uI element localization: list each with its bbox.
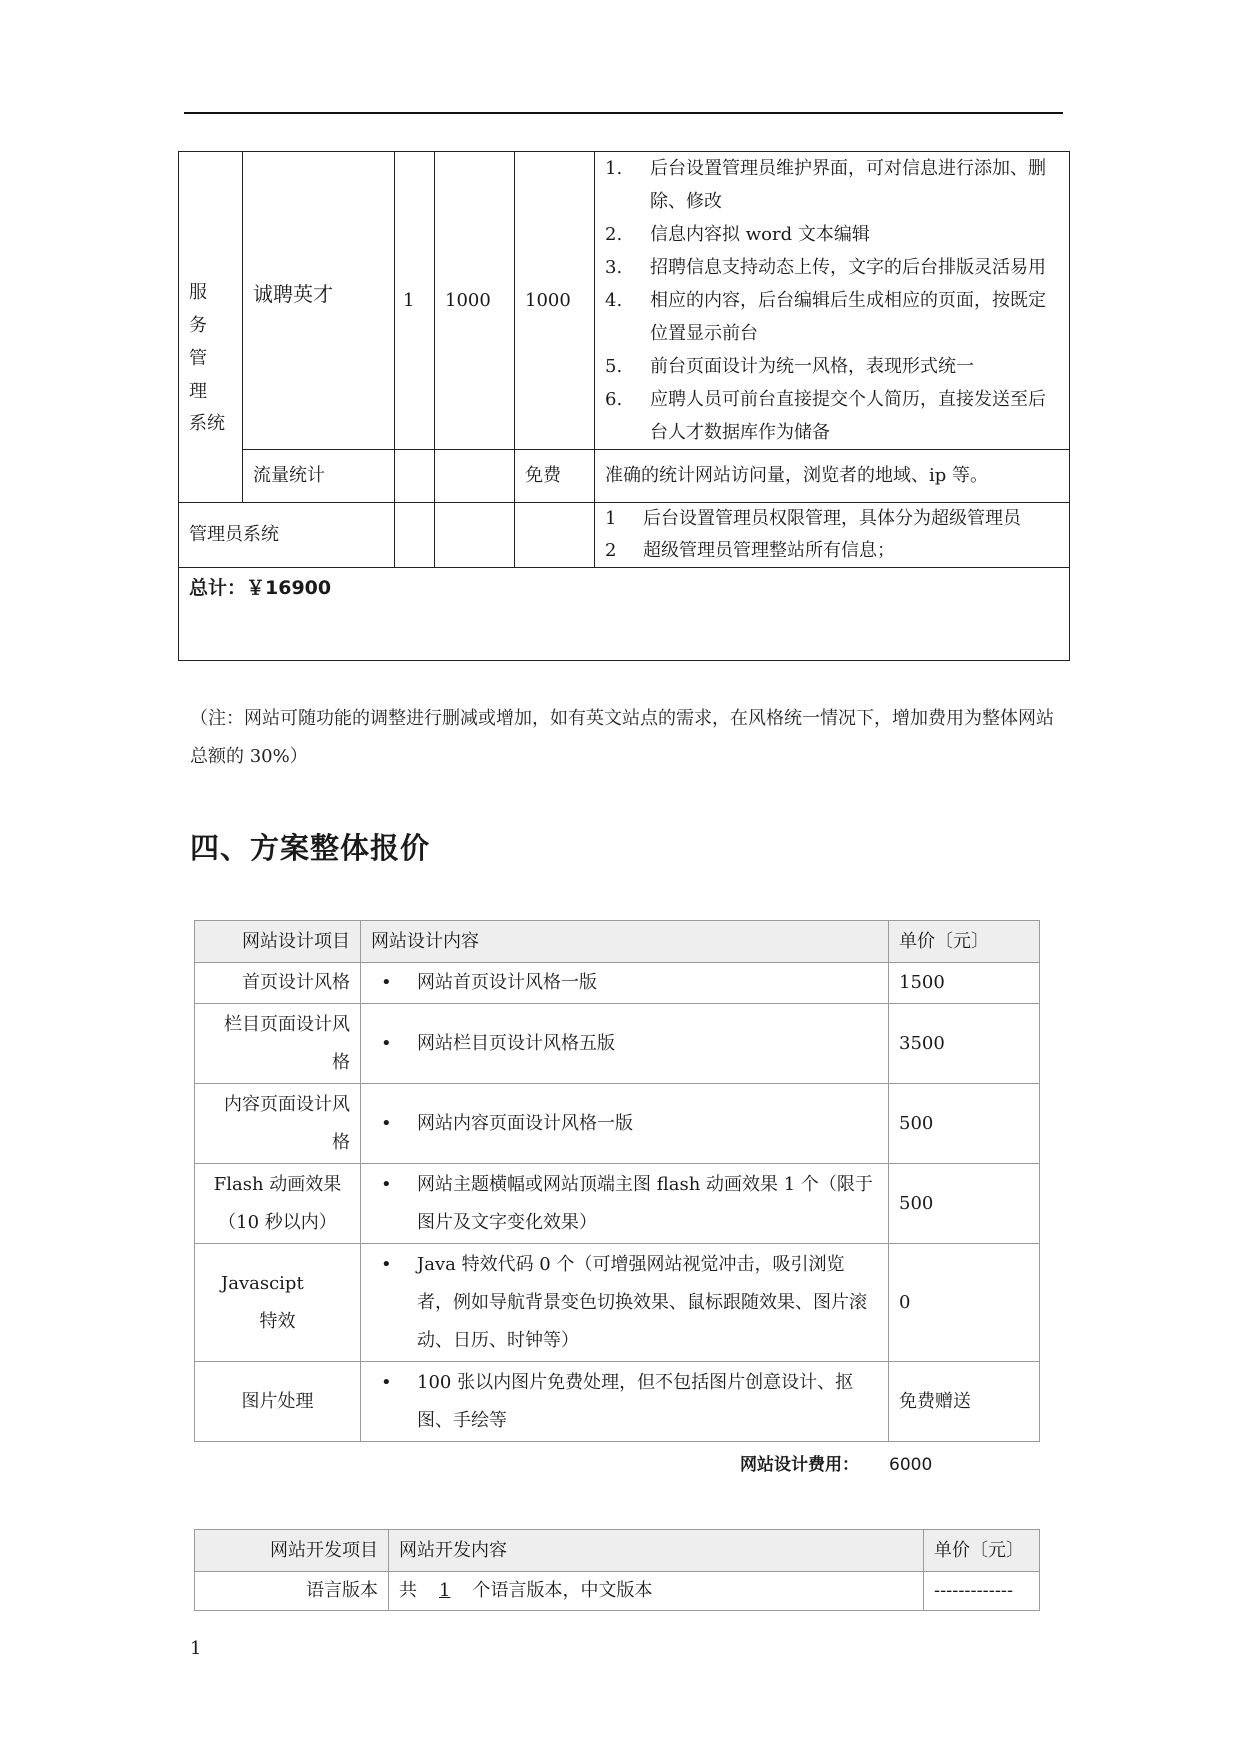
group-label-line: 管 理 bbox=[189, 348, 213, 402]
design-item: 栏目页面设计风 格 bbox=[195, 1004, 361, 1084]
design-price-table bbox=[194, 920, 1040, 1442]
dev-price-table bbox=[194, 1529, 1040, 1611]
item-subtotal: 1000 bbox=[515, 152, 595, 450]
list-item: 6. 应聘人员可前台直接提交个人简历，直接发送至后台人才数据库作为储备 bbox=[605, 389, 1046, 443]
design-price: 500 bbox=[889, 1164, 1040, 1244]
table-row: Flash 动画效果 （10 秒以内） • 网站主题横幅或网站顶端主图 flash 动画效果 1 个（限于图片及文字变化效果） 500 bbox=[195, 1164, 1040, 1244]
table-row: Javascipt 特效 • Java 特效代码 0 个（可增强网站视觉冲击，吸引浏览者，例如导航背景变色切换效果、鼠标跟随效果、图片滚动、日历、时钟等） 0 bbox=[195, 1244, 1040, 1362]
design-fee-summary bbox=[740, 1450, 932, 1475]
design-price: 500 bbox=[889, 1084, 1040, 1164]
design-price: 1500 bbox=[889, 963, 1040, 1004]
header-rule bbox=[184, 112, 1063, 114]
item-price: 1000 bbox=[435, 152, 515, 450]
design-price: 免费赠送 bbox=[889, 1362, 1040, 1442]
design-content: 100 张以内图片免费处理，但不包括图片创意设计、抠图、手绘等 bbox=[417, 1371, 854, 1431]
table-row: 栏目页面设计风 格 • 网站栏目页设计风格五版 3500 bbox=[195, 1004, 1040, 1084]
table-row bbox=[179, 503, 1070, 568]
table-row bbox=[179, 568, 1070, 661]
list-item: 2 超级管理员管理整站所有信息； bbox=[605, 540, 895, 561]
item-desc bbox=[595, 503, 1070, 568]
list-item: 1. 后台设置管理员维护界面，可对信息进行添加、删除、修改 bbox=[605, 158, 1046, 212]
table-header bbox=[195, 921, 1040, 963]
service-system-table bbox=[178, 151, 1070, 661]
design-item: 图片处理 bbox=[195, 1362, 361, 1442]
design-item: 首页设计风格 bbox=[195, 963, 361, 1004]
table-row bbox=[195, 1572, 1040, 1611]
table-header bbox=[195, 1530, 1040, 1572]
column-header: 网站设计项目 bbox=[195, 921, 361, 963]
grand-total: 总计：￥16900 bbox=[189, 577, 332, 599]
list-item: 5. 前台页面设计为统一风格，表现形式统一 bbox=[605, 356, 974, 377]
column-header: 单价〔元〕 bbox=[889, 921, 1040, 963]
item-desc: 准确的统计网站访问量，浏览者的地域、ip 等。 bbox=[595, 450, 1070, 503]
group-label-line: 系统 bbox=[189, 413, 225, 434]
design-item: 内容页面设计风 格 bbox=[195, 1084, 361, 1164]
item-desc bbox=[595, 152, 1070, 450]
design-content: 网站内容页面设计风格一版 bbox=[417, 1112, 633, 1134]
item-name: 流量统计 bbox=[243, 450, 395, 503]
design-item: Javascipt 特效 bbox=[195, 1244, 361, 1362]
feature-list bbox=[605, 152, 1059, 449]
design-content: 网站主题横幅或网站顶端主图 flash 动画效果 1 个（限于图片及文字变化效果） bbox=[417, 1173, 873, 1233]
design-content: 网站首页设计风格一版 bbox=[417, 972, 597, 993]
item-name: 诚聘英才 bbox=[243, 152, 395, 450]
table-row: 首页设计风格 • 网站首页设计风格一版 1500 bbox=[195, 963, 1040, 1004]
table-row bbox=[179, 450, 1070, 503]
section-title: 四、方案整体报价 bbox=[190, 831, 431, 865]
column-header: 单价〔元〕 bbox=[924, 1530, 1040, 1572]
design-price: 0 bbox=[889, 1244, 1040, 1362]
item-subtotal: 免费 bbox=[515, 450, 595, 503]
note-paragraph: （注：网站可随功能的调整进行删减或增加，如有英文站点的需求，在风格统一情况下，增加费用为整体网站总额的 30%） bbox=[190, 708, 1054, 767]
dev-item: 语言版本 bbox=[195, 1572, 389, 1611]
feature-list bbox=[605, 503, 1059, 567]
dev-price: ------------- bbox=[924, 1572, 1040, 1611]
item-name: 管理员系统 bbox=[179, 503, 395, 568]
column-header: 网站开发项目 bbox=[195, 1530, 389, 1572]
design-content: Java 特效代码 0 个（可增强网站视觉冲击，吸引浏览者，例如导航背景变色切换效果、鼠标跟随效果、图片滚动、日历、时钟等） bbox=[417, 1253, 867, 1351]
design-item: Flash 动画效果 （10 秒以内） bbox=[195, 1164, 361, 1244]
list-item: 3. 招聘信息支持动态上传，文字的后台排版灵活易用 bbox=[605, 257, 1046, 278]
design-fee-label: 网站设计费用： bbox=[740, 1455, 859, 1475]
item-qty: 1 bbox=[395, 152, 435, 450]
page-number: 1 bbox=[190, 1638, 202, 1659]
design-fee-value: 6000 bbox=[889, 1455, 933, 1475]
dev-content: 共 1 个语言版本，中文版本 bbox=[389, 1572, 924, 1611]
table-row: 内容页面设计风 格 • 网站内容页面设计风格一版 500 bbox=[195, 1084, 1040, 1164]
design-price: 3500 bbox=[889, 1004, 1040, 1084]
table-row bbox=[179, 152, 1070, 450]
column-header: 网站设计内容 bbox=[361, 921, 889, 963]
design-content: 网站栏目页设计风格五版 bbox=[417, 1032, 615, 1054]
language-count: 1 bbox=[439, 1580, 451, 1601]
column-header: 网站开发内容 bbox=[389, 1530, 924, 1572]
list-item: 2. 信息内容拟 word 文本编辑 bbox=[605, 224, 870, 245]
table-row: 图片处理 • 100 张以内图片免费处理，但不包括图片创意设计、抠图、手绘等 免费赠送 bbox=[195, 1362, 1040, 1442]
group-label-line: 服 务 bbox=[189, 282, 213, 336]
list-item: 1 后台设置管理员权限管理，具体分为超级管理员 bbox=[605, 508, 1021, 529]
group-label-cell bbox=[179, 152, 243, 503]
list-item: 4. 相应的内容，后台编辑后生成相应的页面，按既定位置显示前台 bbox=[605, 290, 1046, 344]
